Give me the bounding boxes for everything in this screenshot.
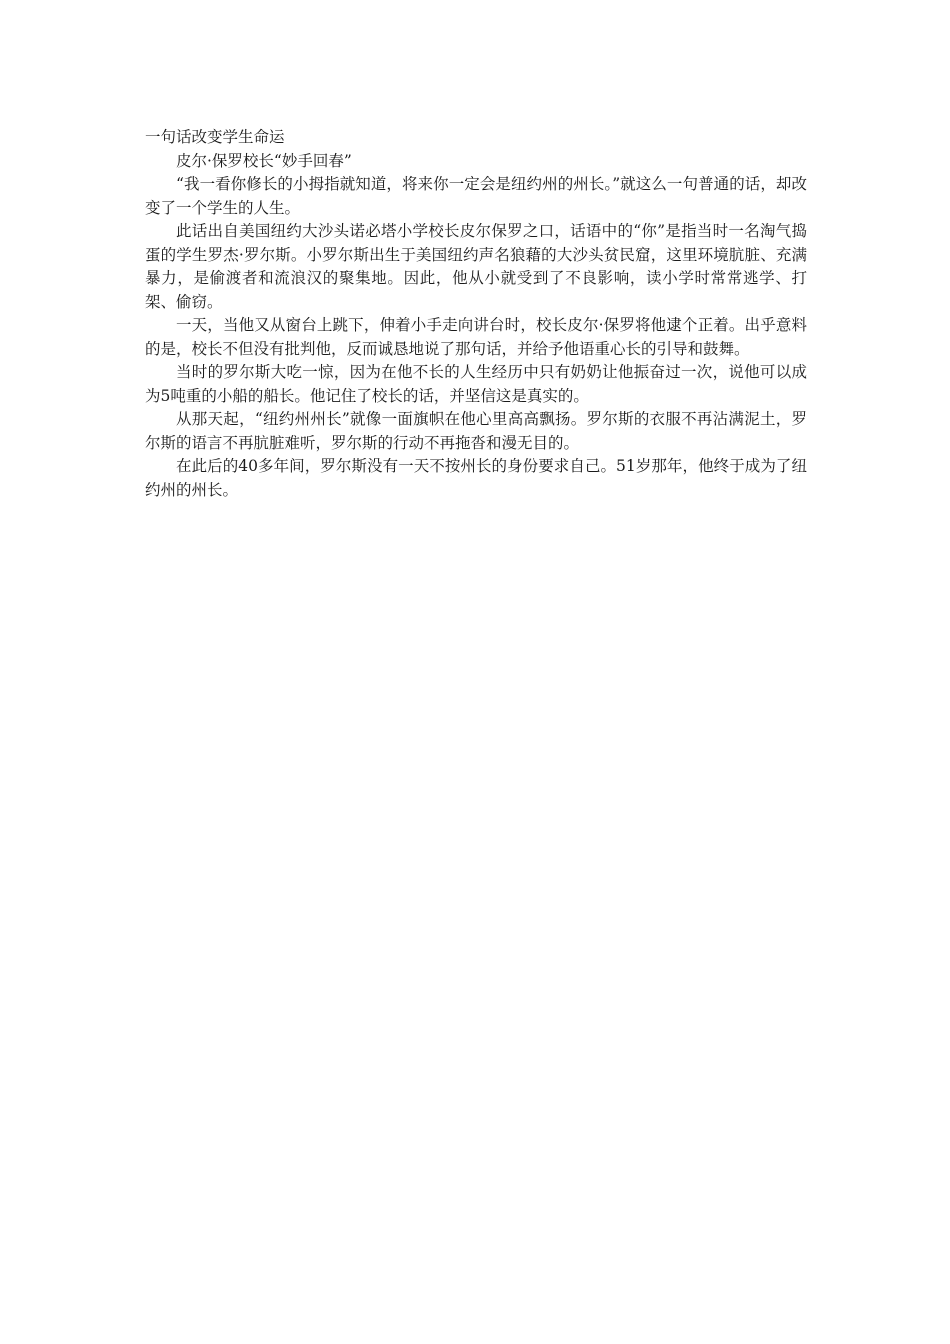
paragraph-3: 一天，当他又从窗台上跳下，伸着小手走向讲台时，校长皮尔·保罗将他逮个正着。出乎意料的是，校长不但没有批判他，反而诚恳地说了那句话，并给予他语重心长的引导和鼓舞。 bbox=[145, 316, 807, 358]
paragraph-1: “我一看你修长的小拇指就知道，将来你一定会是纽约州的州长。”就这么一句普通的话，却改变了一个学生的人生。 bbox=[145, 175, 807, 217]
paragraph-4: 当时的罗尔斯大吃一惊，因为在他不长的人生经历中只有奶奶让他振奋过一次，说他可以成为5吨重的小船的船长。他记住了校长的话，并坚信这是真实的。 bbox=[145, 363, 807, 405]
paragraph-2: 此话出自美国纽约大沙头诺必塔小学校长皮尔保罗之口，话语中的“你”是指当时一名淘气捣蛋的学生罗杰·罗尔斯。小罗尔斯出生于美国纽约声名狼藉的大沙头贫民窟，这里环境肮脏、充满暴力，是偷渡者和流浪汉的聚集地。因此，他从小就受到了不良影响，读小学时常常逃学、打架、偷窃。 bbox=[145, 222, 807, 311]
document-subtitle: 皮尔·保罗校长“妙手回春” bbox=[176, 151, 352, 170]
paragraph-6: 在此后的40多年间，罗尔斯没有一天不按州长的身份要求自己。51岁那年，他终于成为了纽约州的州长。 bbox=[145, 457, 807, 499]
paragraph-5: 从那天起，“纽约州州长”就像一面旗帜在他心里高高飘扬。罗尔斯的衣服不再沾满泥土，罗尔斯的语言不再肮脏难听，罗尔斯的行动不再拖沓和漫无目的。 bbox=[145, 410, 807, 452]
document-title: 一句话改变学生命运 bbox=[145, 128, 285, 146]
document-body bbox=[145, 126, 807, 502]
